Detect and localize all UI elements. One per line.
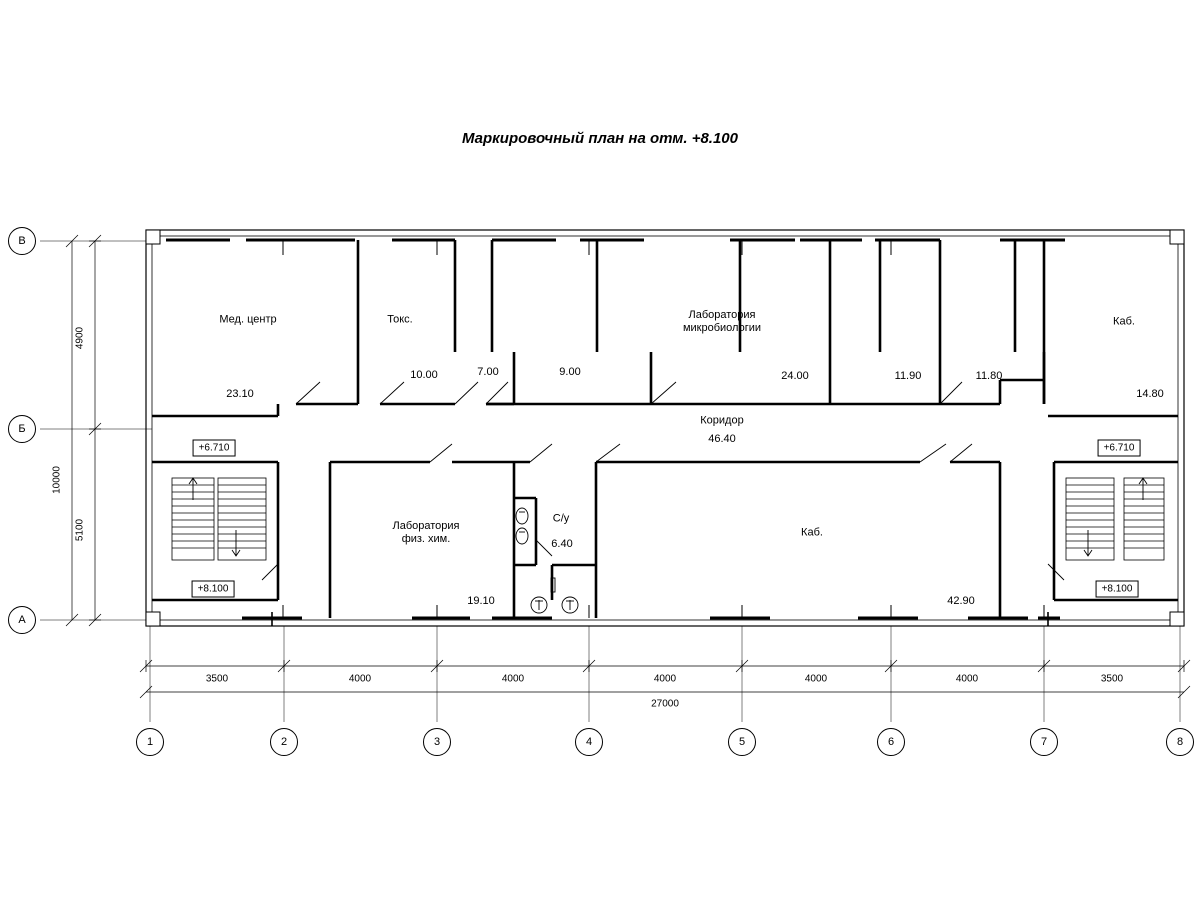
- dimension-bay-6-7: 4000: [955, 673, 979, 685]
- room-area-7: 7.00: [477, 366, 499, 378]
- dimension-total-length: 27000: [651, 698, 679, 710]
- dimension-bay-1-2: 3500: [205, 673, 229, 685]
- room-label-med-center: Мед. центр: [219, 313, 277, 326]
- axis-marker-6: 6: [877, 728, 905, 756]
- room-area-corridor: 46.40: [708, 433, 736, 445]
- room-area-toks: 10.00: [410, 369, 438, 381]
- room-label-microbiology-line2: микробиологии: [682, 322, 762, 334]
- dimension-bay-5-6: 4000: [804, 673, 828, 685]
- room-label-wc: С/у: [552, 512, 570, 525]
- axis-marker-1: 1: [136, 728, 164, 756]
- dimension-bay-7-8: 3500: [1100, 673, 1124, 685]
- room-area-kab-bottom: 42.90: [947, 595, 975, 607]
- room-label-toks: Токс.: [387, 313, 413, 326]
- axis-marker-a: А: [8, 606, 36, 634]
- room-label-lab-fizhim: [393, 520, 460, 546]
- dimension-bay-2-3: 4000: [348, 673, 372, 685]
- room-area-9: 9.00: [559, 366, 581, 378]
- room-area-kab-top-right: 14.80: [1136, 388, 1164, 400]
- room-label-kab-top-right: Каб.: [1113, 315, 1135, 328]
- room-label-microbiology-line1: Лаборатория: [688, 308, 756, 321]
- room-label-lab-fizhim-line2: физ. хим.: [401, 533, 451, 545]
- room-area-lab-fizhim: 19.10: [467, 595, 495, 607]
- dimension-bay-4-5: 4000: [653, 673, 677, 685]
- room-area-wc: 6.40: [551, 538, 573, 550]
- level-mark-right-lower: +8.100: [1096, 581, 1139, 598]
- page-title: Маркировочный план на отм. +8.100: [462, 130, 738, 147]
- room-label-corridor: Коридор: [700, 414, 744, 427]
- room-area-microbiology: 24.00: [781, 370, 809, 382]
- axis-marker-4: 4: [575, 728, 603, 756]
- axis-marker-v: В: [8, 227, 36, 255]
- axis-marker-8: 8: [1166, 728, 1194, 756]
- dimension-span-b-a: 5100: [74, 518, 86, 542]
- axis-marker-2: 2: [270, 728, 298, 756]
- room-area-med-center: 23.10: [226, 388, 254, 400]
- room-area-1180: 11.80: [975, 370, 1003, 382]
- room-label-microbiology: [683, 309, 761, 335]
- axis-marker-5: 5: [728, 728, 756, 756]
- level-mark-left-lower: +8.100: [192, 581, 235, 598]
- dimension-bay-3-4: 4000: [501, 673, 525, 685]
- axis-marker-7: 7: [1030, 728, 1058, 756]
- room-area-1190: 11.90: [894, 370, 922, 382]
- axis-marker-3: 3: [423, 728, 451, 756]
- level-mark-left-upper: +6.710: [193, 440, 236, 457]
- room-label-kab-bottom: Каб.: [801, 526, 823, 539]
- dimension-total-width: 10000: [51, 466, 63, 494]
- dimension-span-v-b: 4900: [74, 326, 86, 350]
- level-mark-right-upper: +6.710: [1098, 440, 1141, 457]
- axis-marker-b: Б: [8, 415, 36, 443]
- room-label-lab-fizhim-line1: Лаборатория: [392, 519, 460, 532]
